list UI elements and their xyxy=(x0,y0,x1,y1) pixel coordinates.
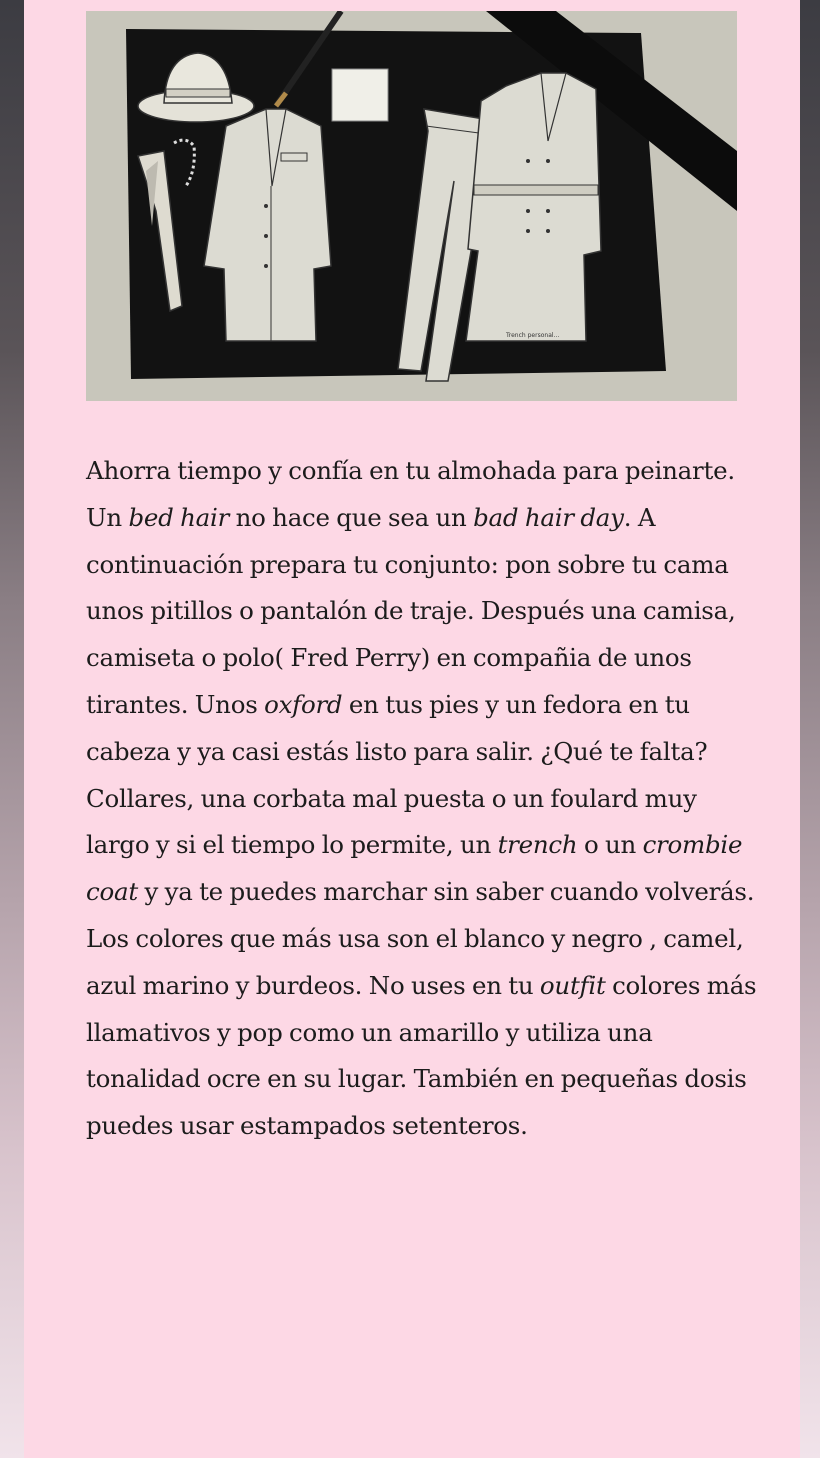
article-emphasis: outfit xyxy=(539,970,606,1000)
signature-text: Trench personal... xyxy=(506,332,560,339)
article-text: colores más llamativos y pop como un amarillo y utiliza una tonalidad ocre en su lugar. También en pequeñas dosis puedes usar estampados setenteros. xyxy=(86,970,757,1141)
fashion-sketch-illustration-icon xyxy=(86,11,737,401)
article-emphasis: trench xyxy=(497,830,578,860)
article-text: y ya te puedes marchar sin saber cuando volverás. xyxy=(137,877,755,907)
article-text: en tus pies y un fedora en tu cabeza y ya casi estás listo para salir. ¿Qué te falta? Collares, una corbata mal puesta o un foulard muy largo y si el tiempo lo permite, un xyxy=(86,689,708,860)
article-emphasis: bed hair xyxy=(128,502,230,532)
article-page xyxy=(24,0,800,1458)
article-text: o un xyxy=(577,830,643,860)
article-text: Los colores que más usa son el blanco y negro , camel, azul marino y burdeos. No uses en tu xyxy=(86,923,744,1000)
article-text: no hace que sea un xyxy=(229,502,474,532)
fashion-sketch-image xyxy=(86,11,737,401)
article-text: . A continuación prepara tu conjunto: pon sobre tu cama unos pitillos o pantalón de traje. Después una camisa, camiseta o polo( Fred Perry) en compañia de unos tirantes. Unos xyxy=(86,502,736,719)
article-emphasis: oxford xyxy=(264,689,343,719)
article-text: Ahorra tiempo y confía en tu almohada para peinarte. Un xyxy=(86,456,735,532)
article-emphasis: bad hair day xyxy=(473,502,624,532)
article-emphasis: crombie coat xyxy=(86,830,743,907)
article-body xyxy=(86,448,758,1150)
